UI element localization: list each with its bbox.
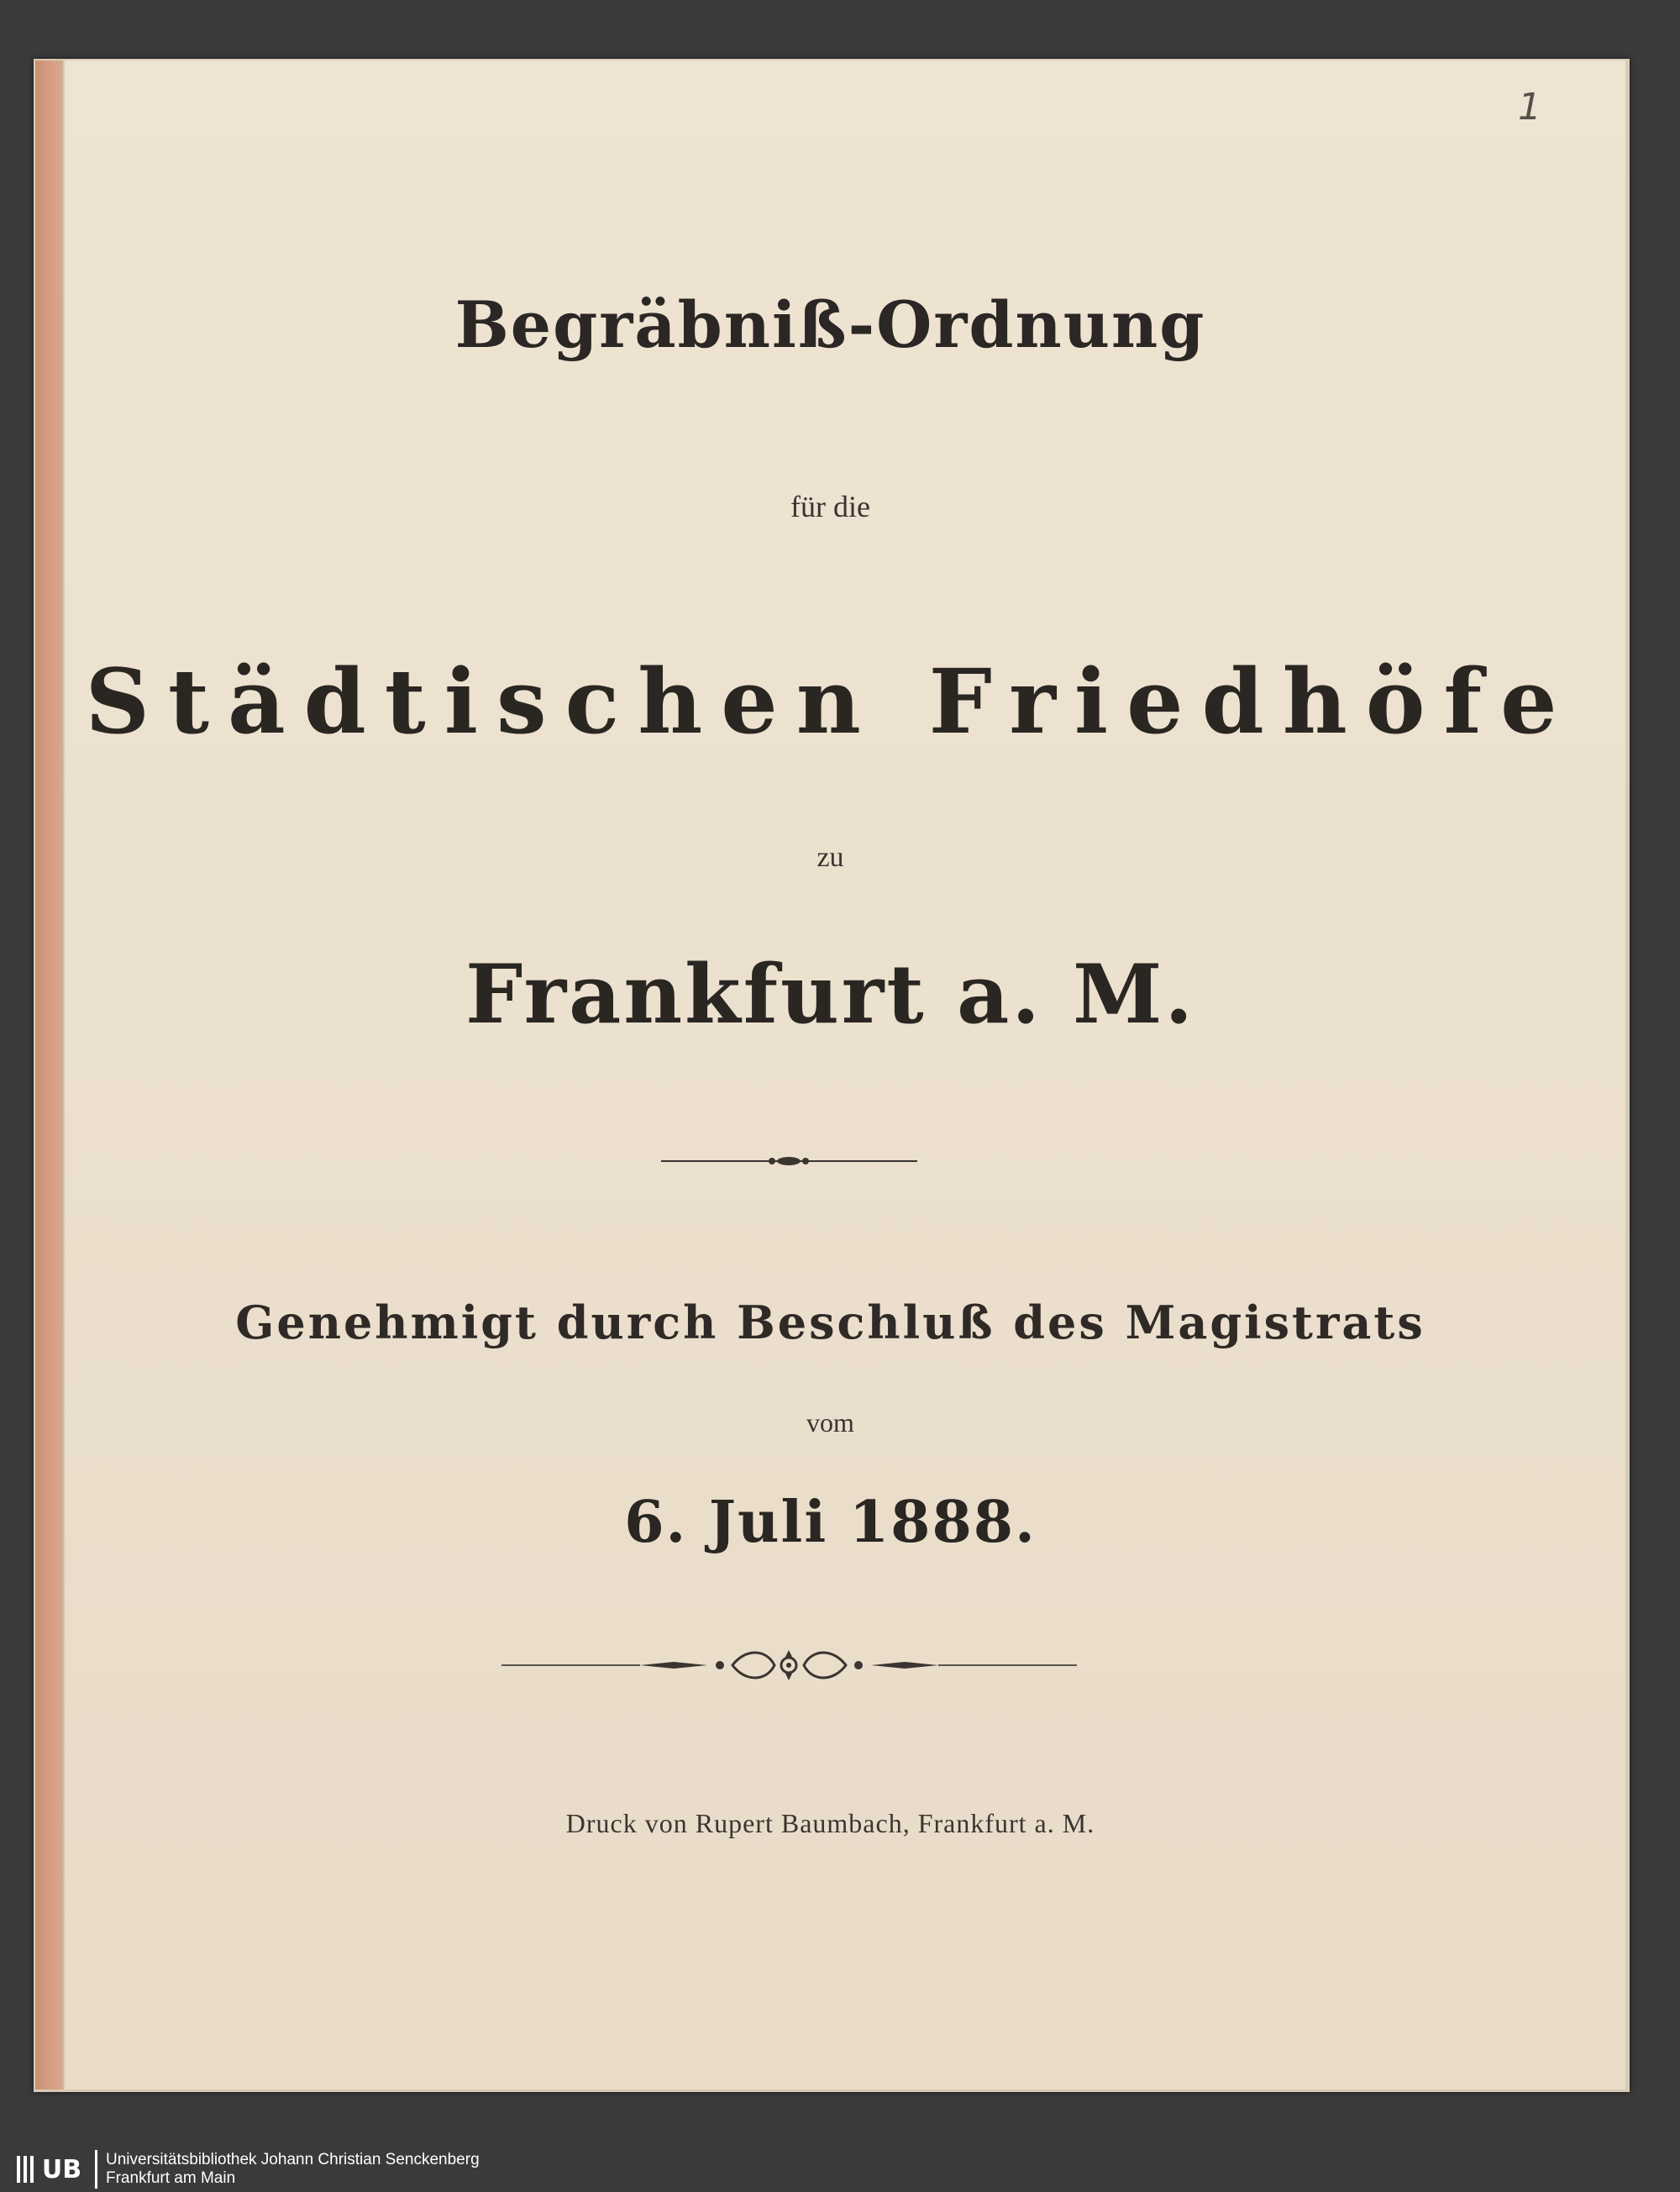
page-number: 1 bbox=[1518, 86, 1541, 129]
for-the-text: für die bbox=[790, 490, 870, 523]
approval-line: Genehmigt durch Beschluß des Magistrats bbox=[235, 1296, 1425, 1349]
approval-date: 6. Juli 1888. bbox=[624, 1489, 1037, 1556]
document-title: Begräbniß-Ordnung bbox=[454, 287, 1206, 362]
library-city: Frankfurt am Main bbox=[106, 2169, 236, 2187]
spine-strip bbox=[35, 60, 62, 2089]
city-heading: Frankfurt a. M. bbox=[465, 947, 1195, 1042]
divider-ornament bbox=[35, 1153, 1625, 1170]
library-name: Universitätsbibliothek Johann Christian Senckenberg bbox=[106, 2151, 480, 2168]
flourish-ornament bbox=[35, 1640, 1625, 1690]
ub-logo-text: UB bbox=[41, 2154, 82, 2184]
library-footer bbox=[0, 2147, 1680, 2192]
at-text: zu bbox=[816, 842, 844, 873]
document-page bbox=[35, 60, 1625, 2089]
spine-shadow bbox=[62, 60, 66, 2089]
of-date-text: vom bbox=[806, 1407, 854, 1438]
ub-logo-bars-icon bbox=[17, 2156, 37, 2183]
printer-imprint: Druck von Rupert Baumbach, Frankfurt a. M. bbox=[565, 1808, 1095, 1838]
subject-heading: Städtischen Friedhöfe bbox=[85, 649, 1576, 754]
ub-logo bbox=[3, 2150, 97, 2189]
library-credit bbox=[106, 2151, 480, 2188]
